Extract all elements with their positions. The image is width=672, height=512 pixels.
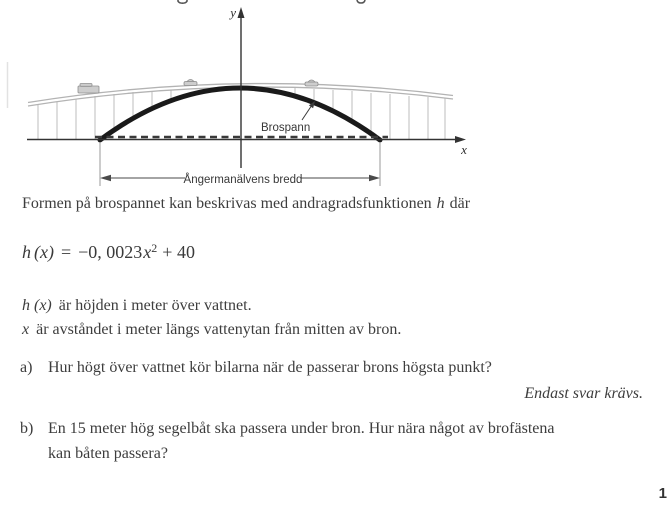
question-a-text: Hur högt över vattnet kör bilarna när de passerar brons högsta punkt? [48, 359, 492, 376]
formula-exponent: 2 [151, 241, 158, 255]
truck-icon [78, 84, 99, 94]
question-a-label: a) [20, 359, 33, 376]
dimension-arrowhead-left-icon [100, 175, 111, 181]
formula-function: h [22, 242, 31, 262]
intro-text [22, 195, 470, 213]
definition-h-symbol: h (x) [22, 297, 52, 314]
car-icon-right [305, 80, 318, 86]
car-icon-left [184, 80, 197, 86]
definition-x-text: är avståndet i meter längs vattenytan från mitten av bron. [36, 321, 402, 338]
question-b-label: b) [20, 420, 34, 437]
quadratic-formula [22, 241, 195, 263]
definition-x-symbol: x [22, 321, 30, 338]
definition-h-text: är höjden i meter över vattnet. [58, 297, 252, 314]
definition-h [22, 297, 252, 315]
question-b-line2 [48, 445, 168, 463]
y-axis-label: y [230, 5, 236, 20]
question-b-text1: En 15 meter hög segelbåt ska passera under bron. Hur nära något av brofästena [48, 420, 555, 437]
x-axis-label: x [461, 142, 467, 157]
arch-label: Brospann [261, 122, 311, 134]
arch-callout-arrow [302, 101, 315, 120]
intro-pre: Formen på brospannet kan beskrivas med andragradsfunktionen [22, 195, 432, 212]
bridge-arch-curve [100, 88, 380, 140]
intro-post: där [449, 195, 471, 212]
dimension-arrowhead-right-icon [369, 175, 380, 181]
y-axis-arrowhead-icon [238, 7, 245, 18]
cropped-text-artifacts [178, 0, 365, 3]
question-b-text2: kan båten passera? [48, 445, 168, 462]
formula-argument: (x) [34, 242, 54, 262]
question-a [20, 359, 492, 377]
formula-coefficient: −0, 0023 [78, 242, 143, 262]
bridge-diagram [0, 0, 672, 192]
question-b-line1 [20, 420, 554, 438]
definition-x [22, 321, 401, 339]
formula-variable: x [143, 242, 152, 262]
river-width-label: Ångermanälvens bredd [183, 174, 303, 186]
formula-constant: + 40 [162, 242, 195, 262]
page-number: 1 [658, 485, 667, 502]
intro-h-symbol: h [436, 195, 445, 212]
answer-only-note: Endast svar krävs. [524, 385, 643, 402]
formula-equals: = [60, 242, 72, 262]
